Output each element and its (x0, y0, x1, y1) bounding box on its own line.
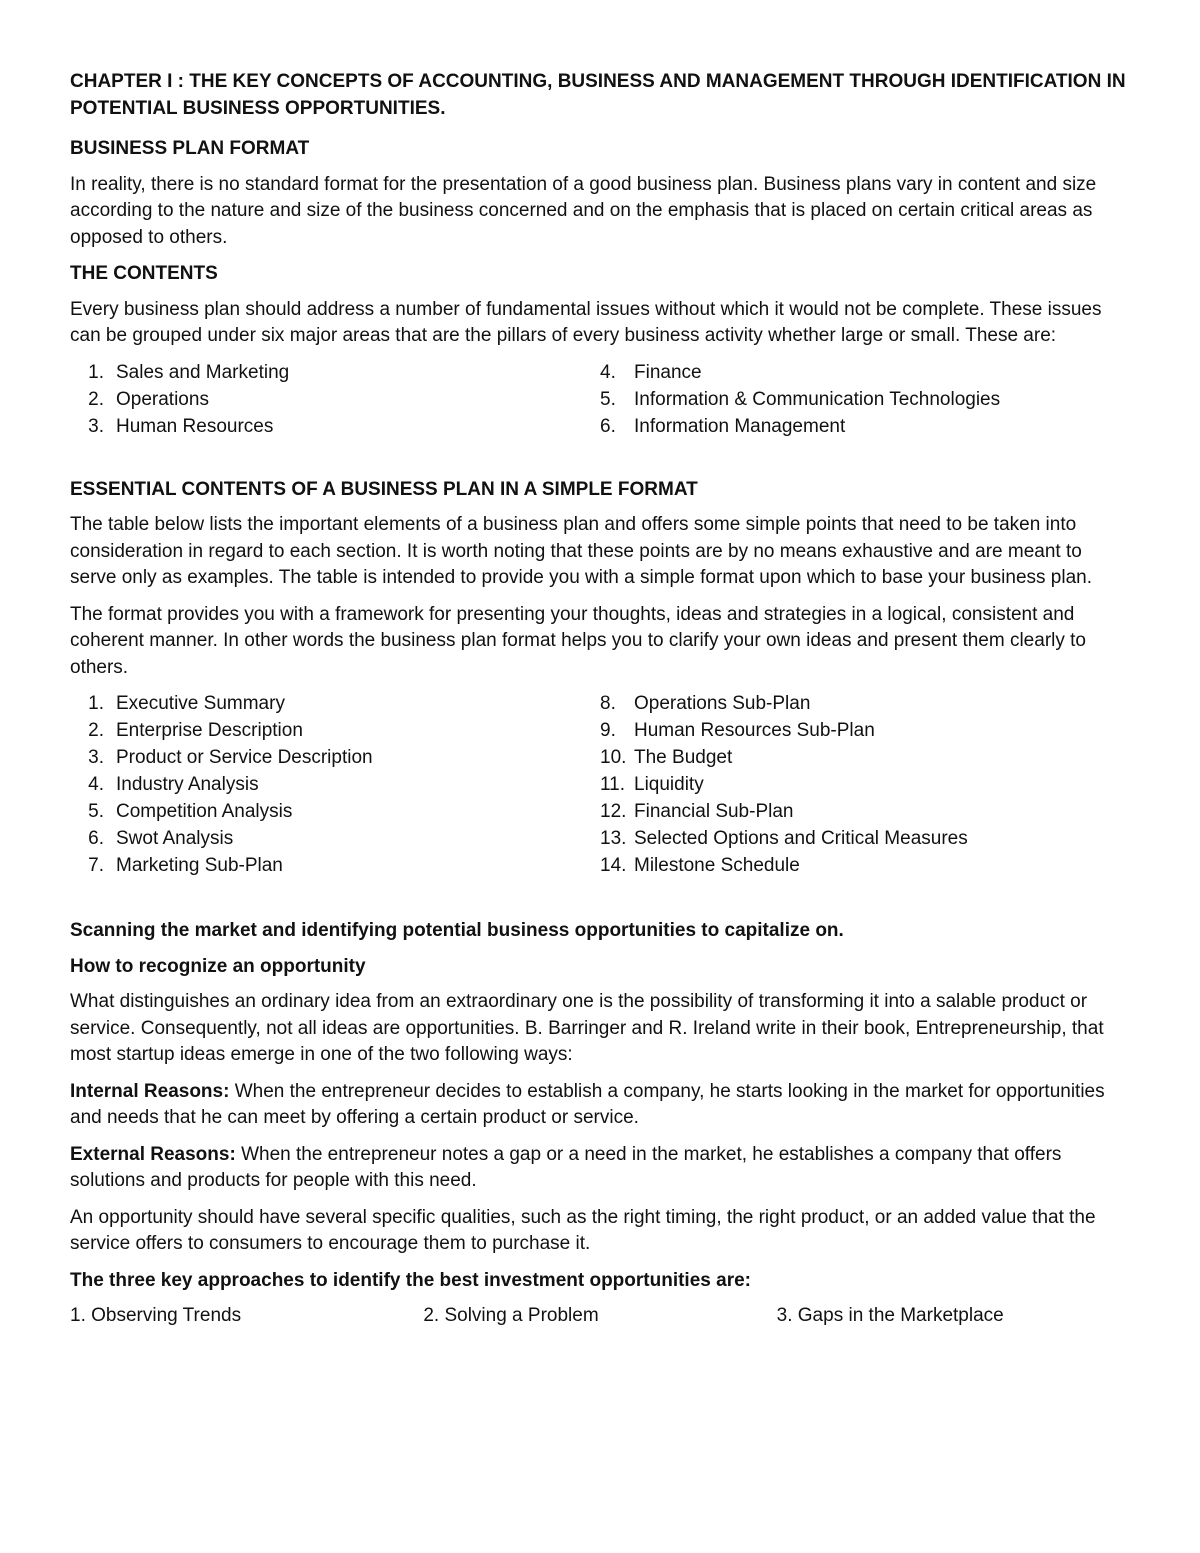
list-item-number: 10. (600, 747, 627, 768)
list-item (600, 691, 1130, 718)
list-item-number: 2. (88, 720, 104, 741)
essential-list-right (600, 691, 1130, 880)
list-item-label: Executive Summary (116, 693, 285, 714)
contents-list-left (70, 360, 600, 441)
list-item-number: 11. (600, 774, 626, 795)
list-item (600, 853, 1130, 880)
list-item-label: Operations (116, 388, 209, 410)
approaches-heading: The three key approaches to identify the best investment opportunities are: (70, 1269, 751, 1291)
essential-contents-text-2: The format provides you with a framework for presenting your thoughts, ideas and strategies in a logical, consistent and coherent manner. In other words the business plan format helps you to clarify your own ideas and present them clearly to others. (70, 603, 1086, 678)
list-item-number: 5. (88, 801, 104, 822)
list-item (70, 718, 600, 745)
chapter-title: CHAPTER I : THE KEY CONCEPTS OF ACCOUNTING, BUSINESS AND MANAGEMENT THROUGH IDENTIFICATION IN POTENTIAL BUSINESS OPPORTUNITIES. (70, 71, 1126, 119)
list-item-label: Finance (634, 361, 702, 383)
list-item-label: Milestone Schedule (634, 855, 800, 876)
list-item-label: Selected Options and Critical Measures (634, 828, 968, 849)
list-item-number: 3. (88, 747, 104, 768)
list-item (600, 387, 1130, 414)
contents-text: Every business plan should address a number of fundamental issues without which it would not be complete. These issues can be grouped under six major areas that are the pillars of every business activity whether large or small. These are: (70, 298, 1102, 346)
list-item (70, 799, 600, 826)
list-item-number: 6. (600, 415, 616, 437)
list-item-label: Information & Communication Technologies (634, 388, 1001, 410)
internal-reasons-text: When the entrepreneur decides to establish a company, he starts looking in the market for opportunities and needs that he can meet by offering a certain product or service. (70, 1080, 1105, 1128)
list-item (600, 745, 1130, 772)
internal-reasons-label: Internal Reasons: (70, 1080, 230, 1102)
list-item-number: 8. (600, 693, 616, 714)
approach-item: 2. Solving a Problem (423, 1305, 599, 1326)
list-item (70, 691, 600, 718)
list-item (600, 799, 1130, 826)
list-item-number: 4. (600, 361, 616, 383)
contents-heading: THE CONTENTS (70, 263, 218, 284)
list-item-label: Industry Analysis (116, 774, 259, 795)
external-reasons-text: When the entrepreneur notes a gap or a need in the market, he establishes a company that offers solutions and products for people with this need. (70, 1143, 1062, 1191)
contents-list-right (600, 360, 1130, 441)
approaches-list (70, 1303, 1130, 1330)
business-plan-format-heading: BUSINESS PLAN FORMAT (70, 138, 310, 159)
essential-contents-list (70, 691, 1130, 880)
document-page (70, 68, 1130, 1330)
scanning-heading: Scanning the market and identifying potential business opportunities to capitalize on. (70, 920, 844, 941)
list-item-number: 9. (600, 720, 616, 741)
essential-contents-text-1: The table below lists the important elements of a business plan and offers some simple points that need to be taken into consideration in regard to each section. It is worth noting that these points are by no means exhaustive and are meant to serve only as examples. The table is intended to provide you with a simple format upon which to base your business plan. (70, 514, 1092, 588)
list-item-label: Swot Analysis (116, 828, 234, 849)
list-item-number: 4. (88, 774, 104, 795)
list-item (600, 718, 1130, 745)
list-item (70, 772, 600, 799)
list-item-label: The Budget (634, 747, 733, 768)
list-item (70, 387, 600, 414)
list-item-label: Operations Sub-Plan (634, 693, 811, 714)
recognize-opportunity-heading: How to recognize an opportunity (70, 955, 366, 977)
essential-contents-heading: ESSENTIAL CONTENTS OF A BUSINESS PLAN IN A SIMPLE FORMAT (70, 478, 698, 500)
list-item-number: 14. (600, 855, 627, 876)
list-item-number: 1. (88, 693, 104, 714)
list-item-label: Information Management (634, 415, 846, 437)
list-item-label: Product or Service Description (116, 747, 373, 768)
list-item-label: Sales and Marketing (116, 361, 290, 383)
list-item (600, 414, 1130, 441)
qualities-text: An opportunity should have several specific qualities, such as the right timing, the right product, or an added value that the service offers to consumers to encourage them to purchase it. (70, 1206, 1096, 1254)
list-item-number: 13. (600, 828, 627, 849)
list-item-number: 3. (88, 415, 104, 437)
list-item (70, 826, 600, 853)
list-item-number: 5. (600, 388, 616, 410)
essential-list-left (70, 691, 600, 880)
list-item-number: 7. (88, 855, 104, 876)
approach-item: 3. Gaps in the Marketplace (776, 1305, 1004, 1326)
list-item (70, 853, 600, 880)
list-item-label: Human Resources (116, 415, 274, 437)
list-item-label: Marketing Sub-Plan (116, 855, 283, 876)
list-item (70, 414, 600, 441)
list-item-label: Financial Sub-Plan (634, 801, 794, 822)
list-item-label: Liquidity (634, 774, 704, 795)
list-item (600, 360, 1130, 387)
list-item-label: Enterprise Description (116, 720, 303, 741)
list-item (70, 745, 600, 772)
list-item-number: 6. (88, 828, 104, 849)
list-item-label: Human Resources Sub-Plan (634, 720, 875, 741)
contents-list (70, 360, 1130, 441)
external-reasons-paragraph (70, 1142, 1130, 1195)
list-item-number: 12. (600, 801, 627, 822)
list-item-number: 2. (88, 388, 104, 410)
internal-reasons-paragraph (70, 1079, 1130, 1132)
list-item (600, 826, 1130, 853)
list-item-number: 1. (88, 361, 104, 383)
business-plan-format-text: In reality, there is no standard format for the presentation of a good business plan. Business plans vary in content and size according to the nature and size of the business concerned and on the emphasis that is placed on certain critical areas as opposed to others. (70, 173, 1097, 248)
list-item-label: Competition Analysis (116, 801, 293, 822)
scanning-text: What distinguishes an ordinary idea from an extraordinary one is the possibility of transforming it into a salable product or service. Consequently, not all ideas are opportunities. B. Barringer and R. Ireland write in their book, Entrepreneurship, that most startup ideas emerge in one of the two following ways: (70, 991, 1104, 1065)
external-reasons-label: External Reasons: (70, 1143, 236, 1165)
list-item (70, 360, 600, 387)
approach-item: 1. Observing Trends (70, 1305, 242, 1326)
list-item (600, 772, 1130, 799)
